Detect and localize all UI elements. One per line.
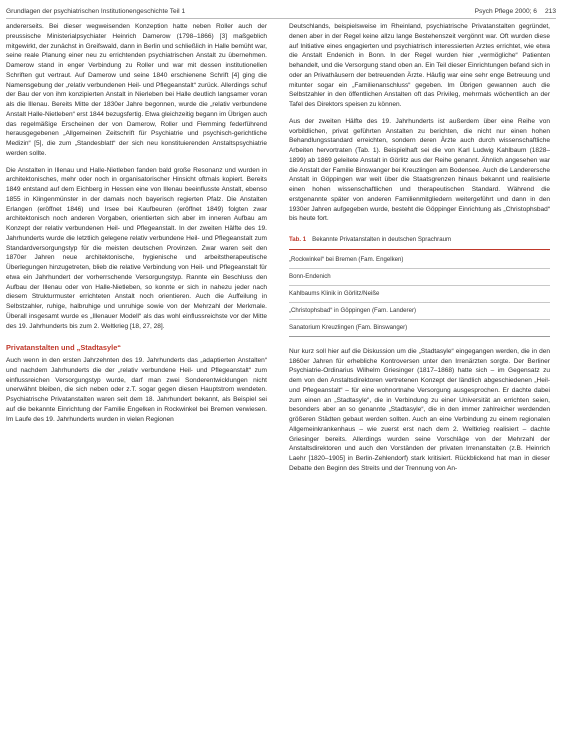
table-title bbox=[289, 232, 550, 250]
table-label: Tab. 1 bbox=[289, 236, 307, 243]
page-number: 213 bbox=[544, 7, 556, 15]
paragraph: Auch wenn in den ersten Jahrzehnten des 19. Jahrhunderts das „adaptierten Anstalten“ und nachdem Jahrhunderts die der „relativ verbundene Heil- und Pflegeanstalt“ zum einflussreichen Versorgungstyp wurde, darf man zwei Sonderentwicklungen nicht unerwähnt bleiben, die sich neben oder z.T. sogar gegen diesen Hauptstrom wendeten. Psychiatrische Privatanstalten waren seit dem 18. Jahrhundert bekannt, als Beispiel sei auf die bekannte Einrichtung der Familie Engelken in Rockwinkel bei Bremen verwiesen. Im Laufe des 19. Jahrhunderts wurden in vielen Regionen bbox=[6, 357, 267, 423]
header-right bbox=[475, 8, 556, 15]
paragraph: Aus der zweiten Hälfte des 19. Jahrhunderts ist außerdem über eine Reihe von vorbildlichen, privat geführten Anstalten zu berichten, die nicht nur einen hohen Behandlungsstandard erreichten, sondern deren Ärzte auch durch wissenschaftliche Arbeiten hervortraten (Tab. 1). Beispielhaft sei die von Karl Ludwig Kahlbaum (1828–1899) ab 1869 geleitete Anstalt in Görlitz aus der Reihe genannt. Ähnlich angesehen war die Anstalt der Familie Binswanger bei Kreuzlingen am Bodensee. Auch die Landerersche Anstalt in Göppingen war weit über die Staatsgrenzen hinaus bekannt und realisierte einen hohen wissenschaftlichen und therapeutischen Standard. Während die erstgenannte später von anderen Familienmitgliedern weitergeführt und dann in den 1930er Jahren aufgegeben wurde, besteht die Göppinger Einrichtung als „Christophsbad“ bis heute fort. bbox=[289, 117, 550, 223]
table-row: Bonn-Endenich bbox=[289, 269, 550, 286]
table-row: Sanatorium Kreuzlingen (Fam. Binswanger) bbox=[289, 320, 550, 337]
table-caption: Bekannte Privatanstalten in deutschen Sprachraum bbox=[312, 236, 452, 243]
right-column bbox=[289, 22, 550, 481]
left-column bbox=[6, 22, 267, 431]
paragraph: Die Anstalten in Illenau und Halle-Nietleben fanden bald große Resonanz und wurden in architektonisches, mehr oder noch in organisatorischer Hinsicht oftmals kopiert. Bereits 1849 entstand auf dem Eichberg in Hessen eine von Illenau beeinflusste Anstalt, ebenso 1855 in Klingenmünster in der damals noch bayerisch regierten Pfalz. Die Anstalten Erlangen (eröffnet 1846) und Irsee bei Kaufbeuren (eröffnet 1849) folgten zwar architektonisch noch anderen Vorgaben, orientierten sich aber im inneren Aufbau am Konzept der relativ verbundenen Heil- und Pflegeanstalt. In der zweiten Hälfte des 19. Jahrhunderts wurde die letztlich gelegene relativ verbundene Heil- und Pflegeanstalt zum Standardversorgungstyp für die meisten deutschen Provinzen. Zwar waren seit den 1870er Jahren neue architektonische, hygienische und arbeitstherapeutische Überlegungen hinzugetreten, blieb die relative Verbindung von Heil- und Pflegeanstalt für etwa ein Jahrhundert der vorherrschende Versorgungstyp. Rannte ein Beschluss den Aufbau der Illenau oder von Halle-Nietleben, so konnte er sich in nahezu jeder nach diesem Strukturmuster errichteten Anstalt noch orientieren. Auch die Auffeilung in Selbstzahler, ruhige, halbruhige und unruhige sowie von der Mehrzahl der Merkmale. Überall insgesamt wurde es „Illenauer Modell“ als das wohl einflussreichste vor der Mitte des 19. Jahrhunderts bis zum 2. Weltkrieg [18, 27, 28]. bbox=[6, 166, 267, 330]
table-row: „Rockwinkel“ bei Bremen (Fam. Engelken) bbox=[289, 252, 550, 269]
paragraph: andererseits. Bei dieser wegweisenden Konzeption hatte neben Roller auch der preussische Ministerialpsychiater Heinrich Damerow (1798–1866) [3] maßgeblich mitgewirkt, der zunächst in Greifswald, dann in Berlin und schließlich in Halle bemüht war, seine reale Planung einer neu zu errichtenden psychiatrischen Anstalt zu übernehmen. Damerow stand in enger Verbindung zu Roller und war mit dessen institutionellen Schriften gut vertraut. Auf Damerow und seine 1840 erschienene Schrift [4] ging die Namensgebung der „relativ verbundenen Heil- und Pflegeanstalt“ zurück. Allerdings schuf der Bau der von ihm konzipierten Anstalt in Nierleben bei Halle deutlich langsamer voran als die Illenau. Bereits Mitte der 1830er Jahre begonnen, wurde die „relativ verbundene Anstalt Halle-Nietleben“ erst 1844 bezugsfertig. Etwa gleichzeitig begann im Übrigen auch das regelmäßige Erscheinen der von Damerow, Roller und Flemming federführend herausgegebenen „Allgemeinen Zeitschrift für Psychiatrie und psychisch-gerichtliche Medizin“ [5], die zum „Standesblatt“ der sich neu konstituierenden Anstaltspsychiatrie werden sollte. bbox=[6, 23, 267, 157]
section-heading: Privatanstalten und „Stadtasyle“ bbox=[6, 343, 121, 353]
paragraph: Nur kurz soll hier auf die Diskussion um die „Stadtasyle“ eingegangen werden, die in den 1860er Jahren für erhebliche Kontroversen unter den Irrenärzten sorgte. Der Berliner Psychiatrie-Ordinarius Wilhelm Griesinger (1817–1868) hatte sich – im Gegensatz zu dem von den Anstaltsdirektoren vertretenen Konzept der ländlich abgeschiedenen „Heil- und Pflegeanstalt“ – für eine wohnortnahe Versorgung ausgesprochen. Er dachte dabei zum einen an „Stadtasyle“, die in Verbindung zu einer Universität an errichten seien, besonders aber an so genannte „Stadtasyle“, die in den immer zahlreicher werdenden größeren Städten gebaut werden sollten. Auch an eine Verbindung zu einem regionalen Allgemeinkrankenhaus – wie zuerst erst nach dem 2. Weltkrieg realisiert – dachte Griesinger bereits. Allerdings wurden seine Vorschläge von der Mehrzahl der Anstaltsdirektoren und auch den Vorständen der privaten Irrenanstalten (z.B. Heinrich Laehr [1820–1905] in Berlin-Zehlendorf) stark kritisiert. Rückblickend hat man in dieser Debatte den Beginn des Streits und der Trennung von An- bbox=[289, 347, 550, 472]
paragraph: Deutschlands, beispielsweise im Rheinland, psychiatrische Privatanstalten gegründet, denen aber in der Regel keine allzu lange Bestehenszeit vergönnt war. Oft wurden diese auf Initiative eines engagierten und psychiatrisch interessierten Arztes errichtet, wie etwa die Anstalt Endenich in Bonn. In der Regel wurden hier „vermögliche“ Patienten behandelt, und die Versorgung stand oben an. Ein Teil dieser Einrichtungen befand sich in oder an Privathäusern der betreuenden Ärzte. Häufig war eine sehr enge Betreuung und mitunter sogar ein „Familienanschluss“ gegeben. Im Übrigen gewannen auch die Selbstzahler in den öffentlichen Anstalten oft das Privileg, mehrmals wöchentlich an der Tafel des Direktors speisen zu können. bbox=[289, 23, 550, 108]
running-header bbox=[6, 4, 556, 19]
journal-citation: Psych Pflege 2000; 6 bbox=[474, 7, 537, 15]
table-row: Kahlbaums Klinik in Görlitz/Neiße bbox=[289, 286, 550, 303]
table-row: „Christophsbad“ in Göppingen (Fam. Landerer) bbox=[289, 303, 550, 320]
running-title: Grundlagen der psychiatrischen Institutionengeschichte Teil 1 bbox=[6, 7, 186, 15]
table-1 bbox=[289, 232, 550, 337]
